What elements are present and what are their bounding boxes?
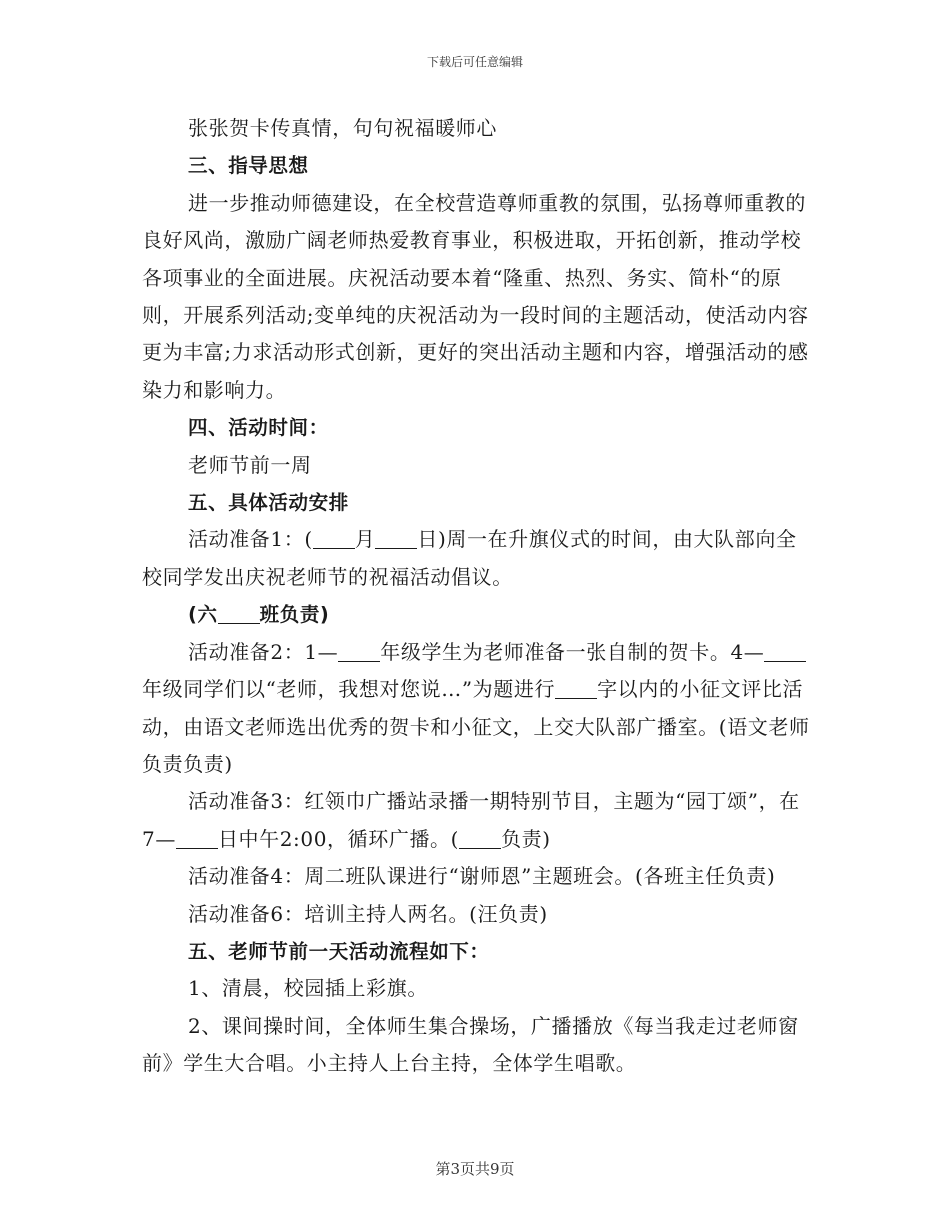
section-heading-activity-time: 四、活动时间： (188, 416, 329, 440)
document-body (142, 110, 812, 1083)
paragraph-guiding-thought: 进一步推动师德建设，在全校营造尊师重教的氛围，弘扬尊师重教的良好风尚，激励广阔老师热爱教育事业，积极进取，开拓创新，推动学校各项事业的全面进展。庆祝活动要本着“隆重、热烈、务实、简朴“的原则，开展系列活动;变单纯的庆祝活动为一段时间的主题活动，使活动内容更为丰富;力求活动形式创新，更好的突出活动主题和内容，增强活动的感染力和影响力。 (142, 190, 809, 402)
paragraph-prep-1: 活动准备1：( 月 日)周一在升旗仪式的时间，由大队部向全校同学发出庆祝老师节的祝福活动倡议。 (142, 527, 797, 589)
paragraph-flow-1: 1、清晨，校园插上彩旗。 (188, 976, 428, 1001)
page-footer: 第3页共9页 (435, 1160, 515, 1178)
paragraph-prep-4: 活动准备4：周二班队课进行“谢师恩”主题班会。(各班主任负责) (188, 864, 776, 889)
paragraph-activity-time: 老师节前一周 (188, 452, 312, 477)
section-heading-day-before-flow: 五、老师节前一天活动流程如下： (188, 939, 490, 963)
paragraph-class-responsible: (六 班负责) (188, 603, 330, 627)
paragraph-prep-6: 活动准备6：培训主持人两名。(汪负责) (188, 901, 548, 926)
paragraph-flow-2: 2、课间操时间，全体师生集合操场，广播播放《每当我走过老师窗前》学生大合唱。小主持人上台主持，全体学生唱歌。 (142, 1013, 799, 1076)
paragraph-prep-3: 活动准备3：红领巾广播站录播一期特别节目，主题为“园丁颂”，在7— 日中午2:00，循环广播。( 负责) (142, 789, 800, 851)
section-heading-guiding-thought: 三、指导思想 (188, 154, 309, 178)
paragraph-prep-2: 活动准备2：1— 年级学生为老师准备一张自制的贺卡。4—年级同学们以“老师，我想对您说…”为题进行 字以内的小征文评比活动，由语文老师选出优秀的贺卡和小征文，上交大队部广播室。(语文老师负责负责) (142, 639, 810, 776)
slogan-line: 张张贺卡传真情，句句祝福暖师心 (188, 116, 497, 140)
page-header: 下载后可任意编辑 (426, 55, 523, 69)
section-heading-activity-arrangement: 五、具体活动安排 (188, 491, 349, 515)
